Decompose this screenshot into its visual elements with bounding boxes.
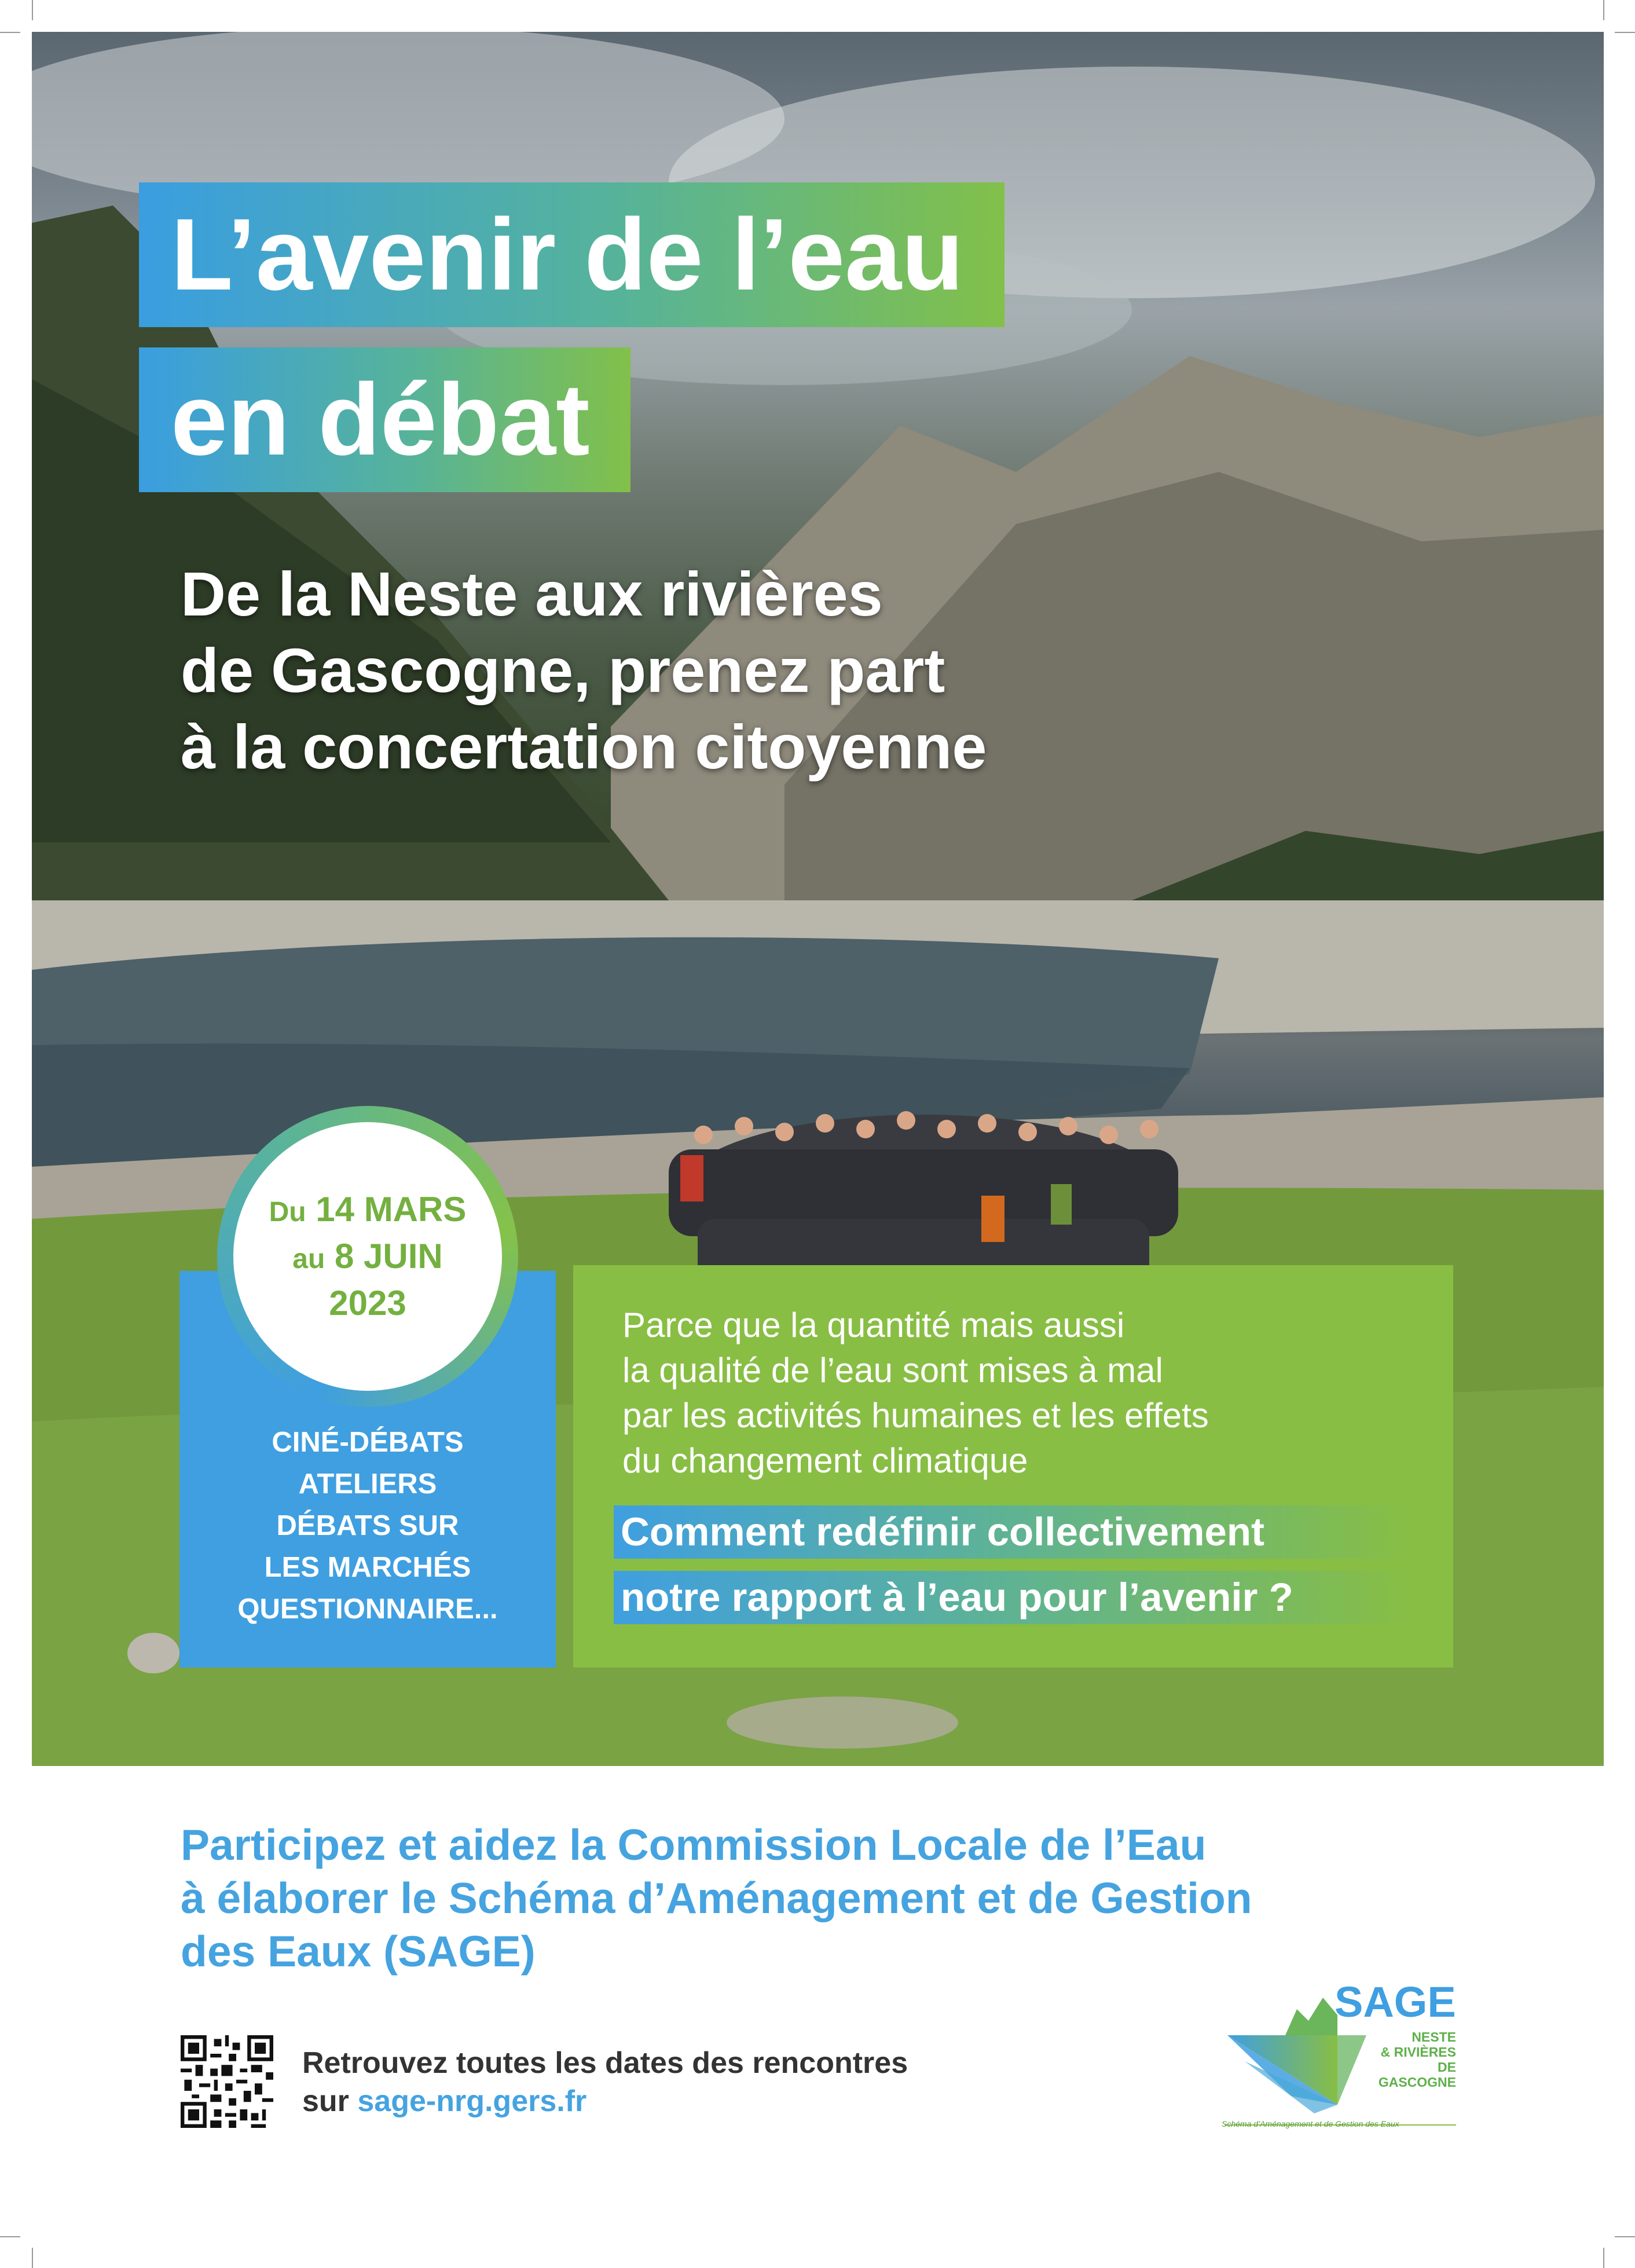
crop-mark: [1603, 2248, 1604, 2268]
find-line-2: [302, 2082, 908, 2120]
date-start: 14 MARS: [316, 1190, 467, 1229]
date-line-1: [269, 1188, 467, 1234]
logo-name: SAGE: [1335, 1978, 1456, 2026]
find-dates-text: [302, 2044, 908, 2120]
date-prefix-from: Du: [269, 1197, 306, 1228]
reason-line-1: Parce que la quantité mais aussi: [622, 1306, 1125, 1344]
crop-mark: [32, 0, 33, 20]
find-prefix: sur: [302, 2084, 349, 2118]
activity-item: CINÉ-DÉBATS: [272, 1427, 464, 1458]
question-line-1: Comment redéfinir collectivement: [614, 1505, 1413, 1559]
date-prefix-to: au: [292, 1244, 325, 1274]
crop-mark: [1603, 0, 1604, 20]
cta-line-3: des Eaux (SAGE): [181, 1927, 536, 1976]
logo-subtitle: [1369, 2029, 1456, 2090]
date-circle-inner: [233, 1122, 502, 1391]
activity-item: QUESTIONNAIRE...: [237, 1593, 498, 1625]
logo-sub-2: & RIVIÈRES: [1380, 2045, 1456, 2060]
title-line-2: en débat: [139, 347, 630, 492]
activity-item: ATELIERS: [298, 1468, 437, 1500]
reason-text: [622, 1303, 1433, 1483]
activity-item: DÉBATS SUR: [276, 1510, 459, 1541]
qr-code-icon[interactable]: [181, 2035, 273, 2128]
subtitle-line-1: De la Neste aux rivières: [181, 559, 883, 629]
cta-line-2: à élaborer le Schéma d’Aménagement et de Gestion: [181, 1874, 1252, 1922]
title-line-1: L’avenir de l’eau: [139, 182, 1005, 327]
call-to-action: [181, 1818, 1512, 1978]
crop-mark: [0, 32, 20, 33]
crop-mark: [1615, 2236, 1635, 2237]
logo-sub-1: NESTE: [1412, 2029, 1456, 2045]
logo-tagline: Schéma d’Aménagement et de Gestion des Eaux: [1222, 2119, 1399, 2128]
crop-mark: [1615, 32, 1635, 33]
crop-mark: [0, 2236, 20, 2237]
reason-line-4: du changement climatique: [622, 1441, 1028, 1480]
cta-line-1: Participez et aidez la Commission Locale de l’Eau: [181, 1820, 1207, 1869]
reason-line-3: par les activités humaines et les effets: [622, 1396, 1209, 1435]
logo-sub-3: DE GASCOGNE: [1378, 2060, 1456, 2090]
date-line-2: [292, 1234, 442, 1281]
reason-line-2: la qualité de l’eau sont mises à mal: [622, 1351, 1163, 1390]
date-end: 8 JUIN: [334, 1237, 443, 1276]
date-circle: [217, 1106, 518, 1407]
activity-item: LES MARCHÉS: [264, 1552, 471, 1583]
activities-list: [179, 1421, 556, 1630]
subtitle-line-2: de Gascogne, prenez part: [181, 635, 945, 705]
subtitle: [181, 556, 1396, 785]
date-year: 2023: [329, 1284, 406, 1322]
website-link[interactable]: sage-nrg.gers.fr: [357, 2084, 587, 2118]
question-line-2: notre rapport à l’eau pour l’avenir ?: [614, 1571, 1413, 1624]
find-line-1: Retrouvez toutes les dates des rencontres: [302, 2046, 908, 2080]
subtitle-line-3: à la concertation citoyenne: [181, 712, 987, 782]
crop-mark: [32, 2248, 33, 2268]
